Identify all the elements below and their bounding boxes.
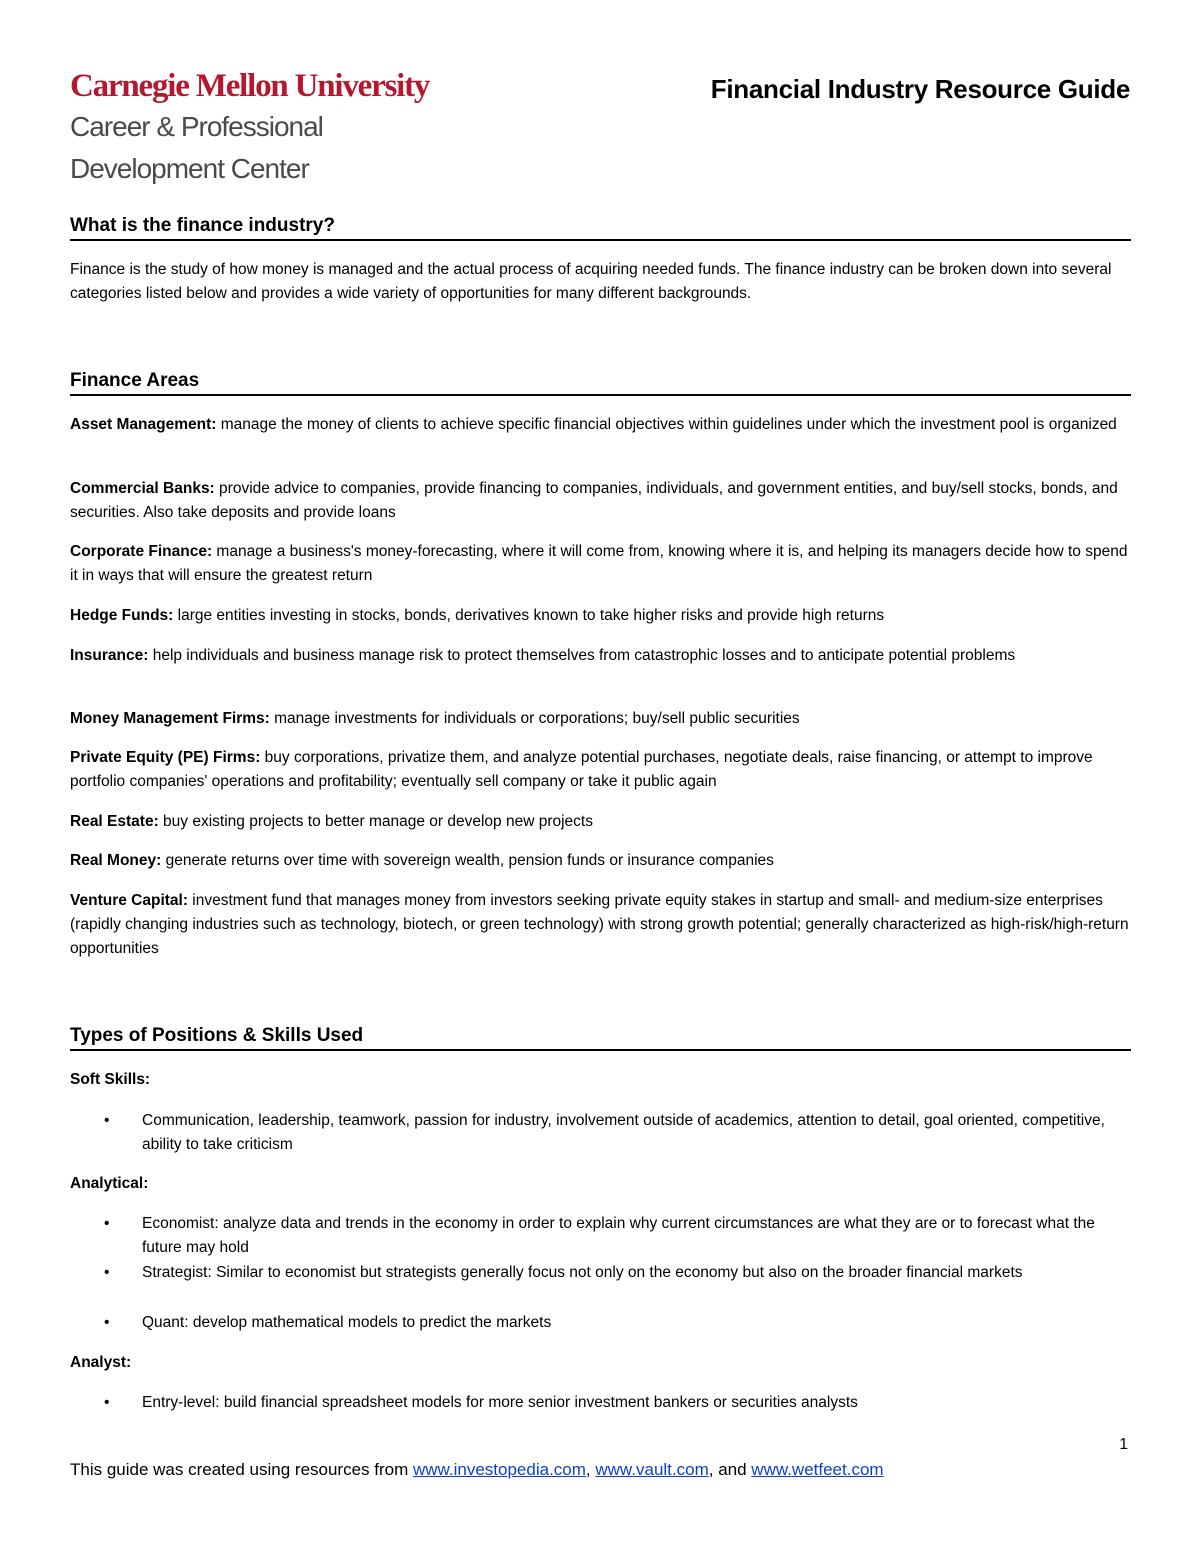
bullet-icon: • <box>104 1264 110 1281</box>
finance-area-item <box>70 810 1132 834</box>
finance-area-item <box>70 413 1132 437</box>
finance-area-description: help individuals and business manage risk to protect themselves from catastrophic losses and to anticipate potential problems <box>148 647 1016 664</box>
finance-area-description: buy existing projects to better manage or develop new projects <box>158 813 593 830</box>
finance-area-title: Corporate Finance: <box>70 543 213 560</box>
finance-area-item <box>70 644 1132 668</box>
finance-area-description: manage the money of clients to achieve specific financial objectives within guidelines under which the investment pool is organized <box>216 416 1117 433</box>
bullet-icon: • <box>104 1314 110 1331</box>
finance-area-item <box>70 477 1132 525</box>
cmu-logo <box>70 66 429 190</box>
finance-area-title: Private Equity (PE) Firms: <box>70 749 261 766</box>
logo-university-name: Carnegie Mellon University <box>70 68 430 104</box>
footer-credits <box>70 1460 884 1480</box>
finance-area-item <box>70 889 1132 961</box>
analytical-label: Analytical: <box>70 1175 149 1192</box>
list-item <box>104 1311 1134 1335</box>
footer-separator: , and <box>708 1460 752 1479</box>
footer-separator: , <box>585 1460 596 1479</box>
list-item <box>104 1391 1134 1415</box>
finance-area-description: investment fund that manages money from investors seeking private equity stakes in startup and small- and medium-size enterprises (rapidly changing industries such as technology, biotech, or green technology) with strong growth potential; generally characterized as high-risk/high-return opportunities <box>70 892 1129 957</box>
list-item <box>104 1212 1134 1260</box>
finance-area-item <box>70 849 1132 873</box>
bullet-icon: • <box>104 1394 110 1411</box>
section-heading-finance-industry: What is the finance industry? <box>70 214 1131 241</box>
logo-department-line-2: Development Center <box>70 153 309 184</box>
wetfeet-link[interactable]: www.wetfeet.com <box>751 1460 884 1479</box>
list-item-text: Quant: develop mathematical models to predict the markets <box>142 1314 552 1331</box>
finance-area-description: manage investments for individuals or corporations; buy/sell public securities <box>269 710 800 727</box>
finance-area-title: Real Estate: <box>70 813 159 830</box>
finance-area-title: Asset Management: <box>70 416 217 433</box>
finance-area-description: buy corporations, privatize them, and analyze potential purchases, negotiate deals, raise financing, or attempt to improve portfolio companies' operations and profitability; eventually sell company or take it public again <box>70 749 1093 790</box>
list-item <box>104 1261 1134 1285</box>
page-number: 1 <box>1119 1436 1128 1453</box>
list-item <box>104 1109 1134 1157</box>
footer-prefix: This guide was created using resources from <box>70 1460 413 1479</box>
investopedia-link[interactable]: www.investopedia.com <box>413 1460 586 1479</box>
finance-area-title: Money Management Firms: <box>70 710 270 727</box>
list-item-text: Strategist: Similar to economist but strategists generally focus not only on the economy but also on the broader financial markets <box>142 1264 1023 1281</box>
bullet-icon: • <box>104 1215 110 1232</box>
finance-area-title: Insurance: <box>70 647 149 664</box>
finance-area-title: Venture Capital: <box>70 892 188 909</box>
finance-area-title: Commercial Banks: <box>70 480 215 497</box>
finance-area-description: manage a business's money-forecasting, where it will come from, knowing where it is, and helping its managers decide how to spend it in ways that will ensure the greatest return <box>70 543 1128 584</box>
list-item-text: Economist: analyze data and trends in the economy in order to explain why current circumstances are what they are or to forecast what the future may hold <box>142 1215 1095 1256</box>
finance-area-item <box>70 746 1132 794</box>
analyst-label: Analyst: <box>70 1354 132 1371</box>
logo-department-line-1: Career & Professional <box>70 111 323 142</box>
bullet-icon: • <box>104 1112 110 1129</box>
list-item-text: Communication, leadership, teamwork, passion for industry, involvement outside of academics, attention to detail, goal oriented, competitive, ability to take criticism <box>142 1112 1105 1153</box>
intro-paragraph: Finance is the study of how money is managed and the actual process of acquiring needed funds. The finance industry can be broken down into several categories listed below and provides a wide variety of opportunities for many different backgrounds. <box>70 261 1112 302</box>
vault-link[interactable]: www.vault.com <box>595 1460 709 1479</box>
list-item-text: Entry-level: build financial spreadsheet models for more senior investment bankers or securities analysts <box>142 1394 858 1411</box>
finance-area-title: Real Money: <box>70 852 162 869</box>
section-heading-positions-skills: Types of Positions & Skills Used <box>70 1024 1131 1051</box>
finance-area-title: Hedge Funds: <box>70 607 174 624</box>
section-heading-finance-areas: Finance Areas <box>70 369 1131 396</box>
finance-area-description: generate returns over time with sovereign wealth, pension funds or insurance companies <box>161 852 774 869</box>
document-title: Financial Industry Resource Guide <box>710 74 1130 104</box>
finance-area-item <box>70 604 1132 628</box>
soft-skills-label: Soft Skills: <box>70 1071 151 1088</box>
finance-area-description: provide advice to companies, provide financing to companies, individuals, and government entities, and buy/sell stocks, bonds, and securities. Also take deposits and provide loans <box>70 480 1118 521</box>
finance-area-item <box>70 540 1132 588</box>
finance-area-item <box>70 707 1132 731</box>
finance-area-description: large entities investing in stocks, bonds, derivatives known to take higher risks and provide high returns <box>173 607 885 624</box>
